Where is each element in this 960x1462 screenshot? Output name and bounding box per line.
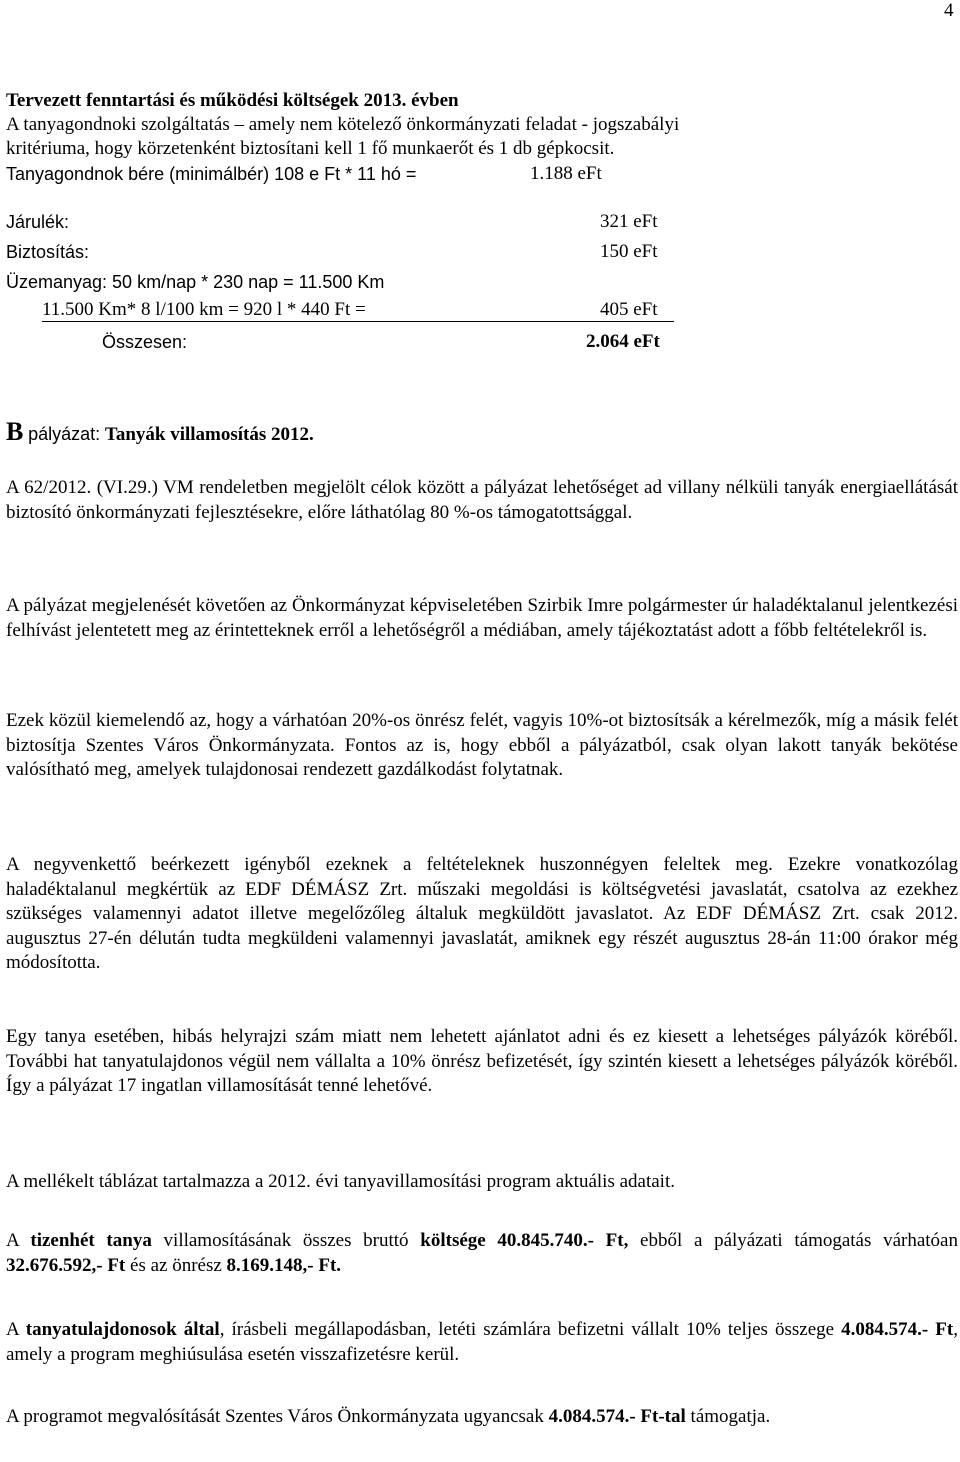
section-b-prefix: pályázat: xyxy=(28,424,101,444)
p7-highlight: 32.676.592,- Ft xyxy=(6,1254,126,1276)
p8-highlight: tanyatulajdonosok által xyxy=(25,1319,220,1340)
p7-text: és az önrész xyxy=(125,1254,227,1276)
paragraph-4: A negyvenkettő beérkezett igényből ezeknek a feltételeknek huszonnégyen feleltek meg. Ezekre vonatkozólag haladéktalanul megkértük az EDF DÉMÁSZ Zrt. műszaki megoldási is költségvetési javaslatát, csatolva az ezekhez szükséges valamennyi adatot illetve megelőzőleg általuk megküldött javaslatot. Az EDF DÉMÁSZ Zrt. csak 2012. augusztus 27-én délután tudta megküldeni valamennyi javaslatát, amiknek egy részét augusztus 28-án 11:00 órakor még módosította. xyxy=(6,854,958,974)
section-b-letter: B xyxy=(6,417,24,446)
section-b-title: Tanyák villamosítás 2012. xyxy=(104,424,314,445)
cost-label: Üzemanyag: 50 km/nap * 230 nap = 11.500 Km xyxy=(6,272,385,292)
cost-row-salary xyxy=(6,162,958,188)
cost-label: Összesen: xyxy=(102,332,188,352)
document-page xyxy=(6,0,958,1462)
p8-text: A xyxy=(6,1319,26,1340)
paragraph-1: A 62/2012. (VI.29.) VM rendeletben megjelölt célok között a pályázat lehetőséget ad villany nélküli tanyák energiaellátását biztosító önkormányzati fejlesztésekre, előre láthatólag 80 %-os támogatottsággal. xyxy=(6,477,958,523)
cost-row-contribution xyxy=(6,210,958,236)
paragraph-5: Egy tanya esetében, hibás helyrajzi szám miatt nem lehetett ajánlatot adni és ez kiesett a lehetséges pályázók köréből. További hat tanyatulajdonos végül nem vállalta a 10% önrész befizetését, így szintén kiesett a lehetséges pályázók köréből. Így a pályázat 17 ingatlan villamosítását tenné lehetővé. xyxy=(6,1026,958,1097)
costs-intro-line1: A tanyagondnoki szolgáltatás – amely nem kötelező önkormányzati feladat - jogszabályi xyxy=(6,114,680,135)
cost-label: Járulék: xyxy=(6,212,70,232)
cost-total-value: 2.064 eFt xyxy=(586,331,660,352)
section-b-heading xyxy=(6,416,958,448)
p7-text: ebből a pályázati támogatás várhatóan xyxy=(628,1230,958,1251)
paragraph-2: A pályázat megjelenését követően az Önkormányzat képviseletében Szirbik Imre polgármester úr haladéktalanul jelentkezési felhívást jelentetett meg az érintetteknek erről a lehetőségről a médiában, amely tájékoztatást adott a főbb feltételekről is. xyxy=(6,595,958,641)
cost-value: 1.188 eFt xyxy=(530,163,602,184)
paragraph-8 xyxy=(6,1318,958,1367)
cost-value: 150 eFt xyxy=(600,241,658,262)
p9-text: támogatja. xyxy=(685,1406,771,1427)
paragraph-3: Ezek közül kiemelendő az, hogy a várhatóan 20%-os önrész felét, vagyis 10%-ot biztosítsák a kérelmezők, míg a másik felét biztosítja Szentes Város Önkormányzata. Fontos az is, hogy ebből a pályázatból, csak olyan lakott tanyák bekötése valósítható meg, amelyek tulajdonosai rendezett gazdálkodást folytatnak. xyxy=(6,710,958,781)
cost-label: 11.500 Km* 8 l/100 km = 920 l * 440 Ft = xyxy=(42,299,366,320)
costs-intro-line2: kritériuma, hogy körzetenként biztosítani kell 1 fő munkaerőt és 1 db gépkocsit. xyxy=(6,138,615,159)
cost-row-insurance xyxy=(6,240,958,266)
cost-label: Tanyagondnok bére (minimálbér) 108 e Ft * 11 hó = xyxy=(6,164,417,184)
p8-highlight: 4.084.574.- Ft xyxy=(841,1319,954,1340)
cost-value: 405 eFt xyxy=(600,299,658,320)
p7-highlight: tizenhét tanya xyxy=(30,1230,152,1251)
p8-text: , írásbeli megállapodásban, letéti számlára befizetni vállalt 10% teljes összege xyxy=(219,1319,842,1340)
p7-highlight: 8.169.148,- Ft. xyxy=(226,1254,342,1276)
cost-label: Biztosítás: xyxy=(6,242,90,262)
p7-text: A xyxy=(6,1230,31,1251)
paragraph-6: A mellékelt táblázat tartalmazza a 2012. évi tanyavillamosítási program aktuális adatait. xyxy=(6,1171,675,1192)
p7-text: villamosításának összes bruttó xyxy=(151,1230,421,1251)
cost-row-fuel xyxy=(6,270,958,296)
paragraph-7 xyxy=(6,1229,958,1278)
cost-row-total xyxy=(6,330,958,356)
p7-highlight: költsége 40.845.740.- Ft, xyxy=(420,1230,629,1251)
costs-heading: Tervezett fenntartási és működési költségek 2013. évben xyxy=(6,90,459,111)
p9-highlight: 4.084.574.- Ft-tal xyxy=(548,1406,686,1427)
p9-text: A programot megvalósítását Szentes Város Önkormányzata ugyancsak xyxy=(6,1406,549,1427)
p8-text: , amely a program meghiúsulása esetén visszafizetésre kerül. xyxy=(6,1319,958,1365)
paragraph-9 xyxy=(6,1405,958,1430)
cost-value: 321 eFt xyxy=(600,211,658,232)
page-number: 4 xyxy=(944,0,954,21)
cost-row-fuel-calc xyxy=(6,298,958,324)
